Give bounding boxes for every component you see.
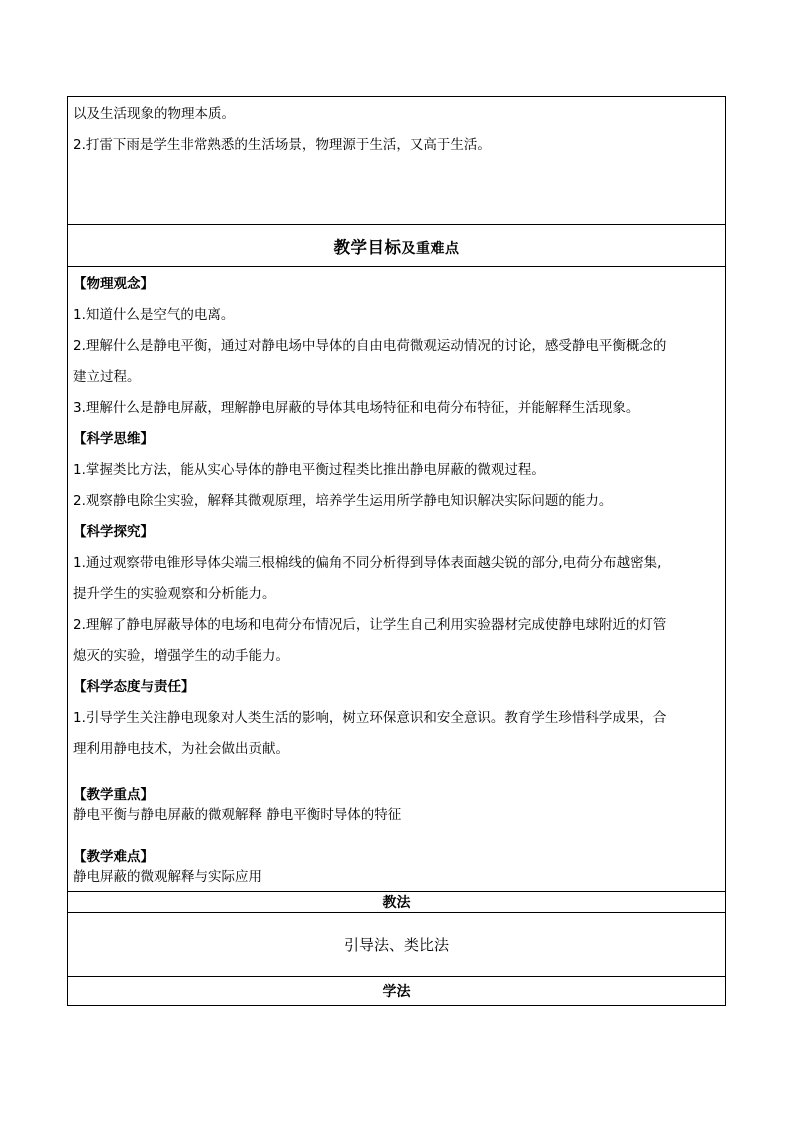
objectives-header (68, 225, 725, 267)
objectives-cell (68, 267, 725, 892)
scientific-inquiry-line: 提升学生的实验观察和分析能力。 (73, 586, 276, 602)
objectives-title-main: 教学目标 (333, 237, 402, 257)
scientific-inquiry-line: 2.理解了静电屏蔽导体的电场和电荷分布情况后，让学生自己利用实验器材完成使静电球附近的灯管 (73, 617, 667, 633)
physics-concepts-line: 建立过程。 (73, 369, 141, 385)
spacer (73, 825, 720, 847)
intro-line-1: 以及生活现象的物理本质。 (73, 106, 235, 122)
physics-concepts-line: 3.理解什么是静电屏蔽，理解静电屏蔽的导体其电场特征和电荷分布特征，并能解释生活现象。 (73, 400, 640, 416)
scientific-thinking-line: 2.观察静电除尘实验，解释其微观原理，培养学生运用所学静电知识解决实际问题的能力。 (73, 493, 613, 509)
objectives-title-suffix: 及重难点 (401, 240, 460, 257)
intro-cell (68, 97, 725, 225)
attitude-line: 理利用静电技术，为社会做出贡献。 (73, 741, 289, 757)
attitude-line: 1.引导学生关注静电现象对人类生活的影响，树立环保意识和安全意识。教育学生珍惜科学成果，合 (73, 710, 667, 726)
attitude-heading: 【科学态度与责任】 (73, 679, 195, 695)
key-points-text: 静电平衡与静电屏蔽的微观解释 静电平衡时导体的特征 (73, 807, 402, 823)
difficulties-heading: 【教学难点】 (73, 849, 154, 865)
spacer (73, 765, 720, 785)
intro-line-2: 2.打雷下雨是学生非常熟悉的生活场景，物理源于生活，又高于生活。 (73, 137, 491, 153)
difficulties-text: 静电屏蔽的微观解释与实际应用 (73, 869, 262, 885)
physics-concepts-line: 1.知道什么是空气的电离。 (73, 307, 235, 323)
physics-concepts-heading: 【物理观念】 (73, 276, 154, 292)
key-points-heading: 【教学重点】 (73, 787, 154, 803)
scientific-inquiry-line: 1.通过观察带电锥形导体尖端三根棉线的偏角不同分析得到导体表面越尖锐的部分,电荷分布越密集, (73, 555, 662, 571)
lesson-table (67, 96, 726, 1006)
scientific-thinking-heading: 【科学思维】 (73, 431, 154, 447)
teaching-method-value: 引导法、类比法 (68, 913, 725, 977)
physics-concepts-line: 2.理解什么是静电平衡，通过对静电场中导体的自由电荷微观运动情况的讨论，感受静电平衡概念的 (73, 338, 667, 354)
scientific-thinking-line: 1.掌握类比方法，能从实心导体的静电平衡过程类比推出静电屏蔽的微观过程。 (73, 462, 545, 478)
scientific-inquiry-line: 熄灭的实验，增强学生的动手能力。 (73, 648, 289, 664)
scientific-inquiry-heading: 【科学探究】 (73, 524, 154, 540)
objectives-title (334, 234, 460, 258)
learning-method-header: 学法 (382, 984, 411, 1000)
teaching-method-header: 教法 (68, 892, 725, 913)
